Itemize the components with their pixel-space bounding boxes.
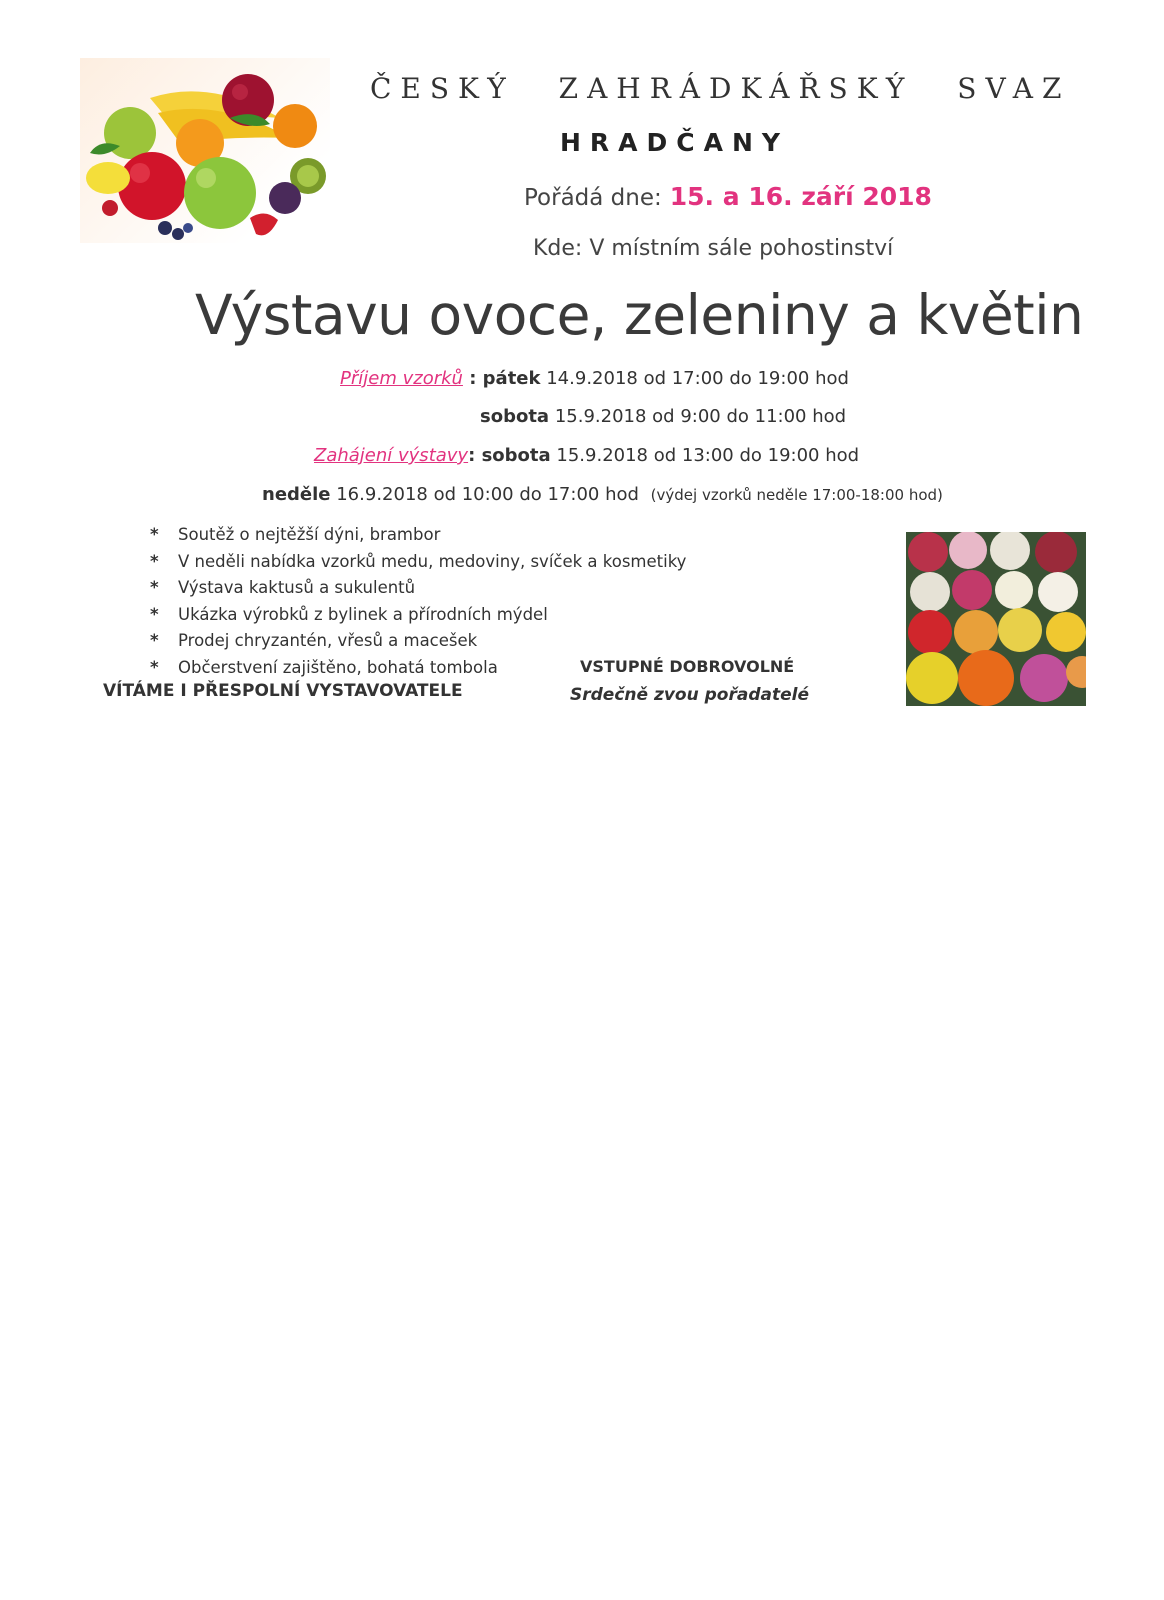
list-item [150,522,686,549]
town-name: HRADČANY [560,128,789,157]
intake-day-1: pátek [482,368,541,389]
bullet-star-icon: * [150,604,159,624]
event-date: 15. a 16. září 2018 [669,182,932,211]
list-item [150,602,686,629]
schedule-opening-line [314,445,859,466]
list-item [150,575,686,602]
schedule-intake-line-2 [480,406,846,427]
schedule-intake-line-1 [340,368,849,389]
feature-text: Prodej chryzantén, vřesů a macešek [178,631,478,650]
feature-text: V neděli nabídka vzorků medu, medoviny, svíček a kosmetiky [178,551,687,571]
chrysanthemum-photo [906,532,1086,706]
bullet-star-icon: * [150,551,159,571]
org-name-word-2: ZAHRÁDKÁŘSKÝ [558,72,914,105]
opening-time: 15.9.2018 od 13:00 do 19:00 hod [556,445,860,466]
intake-label: Příjem vzorků [340,368,463,389]
feature-text: Ukázka výrobků z bylinek a přírodních mýdel [178,604,548,624]
org-name-word-3: SVAZ [957,72,1071,105]
event-date-line [524,182,932,211]
organization-name [370,72,1100,105]
bullet-star-icon: * [150,631,159,650]
schedule-sunday-line [262,484,943,505]
intake-day-2: sobota [480,406,550,427]
feature-text: Výstava kaktusů a sukulentů [178,578,416,597]
event-headline: Výstavu ovoce, zeleniny a květin [195,283,1084,347]
bullet-star-icon: * [150,657,159,677]
event-place: Kde: V místním sále pohostinství [533,236,894,261]
intake-time-1: 14.9.2018 od 17:00 do 19:00 hod [546,368,849,389]
feature-text: Občerstvení zajištěno, bohatá tombola [178,657,498,677]
bullet-star-icon: * [150,525,159,544]
intake-time-2: 15.9.2018 od 9:00 do 11:00 hod [554,406,847,427]
sunday-time: 16.9.2018 od 10:00 do 17:00 hod [336,484,639,505]
entry-fee-text: VSTUPNÉ DOBROVOLNÉ [580,657,795,676]
fruit-illustration [80,58,330,243]
date-label: Pořádá dne: [524,185,662,211]
org-name-word-1: ČESKÝ [370,72,515,105]
list-item [150,549,686,576]
invitation-text: Srdečně zvou pořadatelé [570,685,809,705]
opening-day: sobota [481,445,551,466]
list-item [150,628,686,655]
intake-separator: : [462,368,483,389]
sunday-note: (výdej vzorků neděle 17:00-18:00 hod) [650,486,943,504]
bullet-star-icon: * [150,578,159,597]
feature-text: Soutěž o nejtěžší dýni, brambor [178,525,441,544]
opening-separator: : [468,445,482,466]
opening-label: Zahájení výstavy [314,445,469,466]
sunday-day: neděle [262,484,331,505]
welcome-text: VÍTÁME I PŘESPOLNÍ VYSTAVOVATELE [103,681,463,701]
